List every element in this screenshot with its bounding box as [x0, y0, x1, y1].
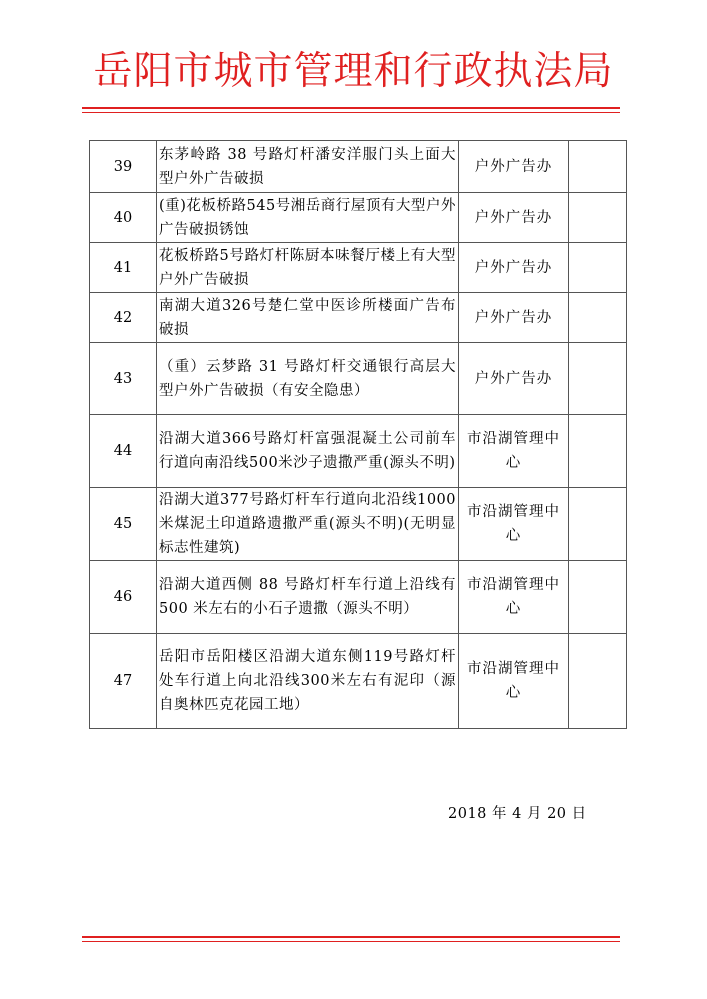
header-rule-thin [82, 112, 620, 113]
row-description: 岳阳市岳阳楼区沿湖大道东侧119号路灯杆处车行道上向北沿线300米左右有泥印（源自奥林匹克花园工地） [157, 634, 459, 729]
records-table [89, 140, 627, 729]
table-row [90, 488, 627, 561]
row-number: 46 [90, 561, 157, 634]
header-rule-thick [82, 107, 620, 109]
row-description: 东茅岭路 38 号路灯杆潘安洋服门头上面大型户外广告破损 [157, 141, 459, 193]
row-blank-cell [569, 343, 627, 415]
row-department: 户外广告办 [459, 193, 569, 243]
footer-rule-thin [82, 941, 620, 942]
document-date: 2018 年 4 月 20 日 [448, 806, 587, 822]
table-row [90, 243, 627, 293]
row-description: （重）云梦路 31 号路灯杆交通银行高层大型户外广告破损（有安全隐患） [157, 343, 459, 415]
row-department: 市沿湖管理中心 [459, 561, 569, 634]
row-number: 47 [90, 634, 157, 729]
row-number: 43 [90, 343, 157, 415]
table-row [90, 293, 627, 343]
row-department: 市沿湖管理中心 [459, 488, 569, 561]
row-number: 40 [90, 193, 157, 243]
row-blank-cell [569, 488, 627, 561]
table-row [90, 193, 627, 243]
table-row [90, 141, 627, 193]
row-blank-cell [569, 634, 627, 729]
row-description: 沿湖大道西侧 88 号路灯杆车行道上沿线有 500 米左右的小石子遗撒（源头不明） [157, 561, 459, 634]
footer-rule-thick [82, 936, 620, 938]
row-number: 45 [90, 488, 157, 561]
row-number: 44 [90, 415, 157, 488]
table-row [90, 343, 627, 415]
row-description: 沿湖大道377号路灯杆车行道向北沿线1000 米煤泥土印道路遗撒严重(源头不明)(无明显标志性建筑) [157, 488, 459, 561]
row-description: (重)花板桥路545号湘岳商行屋顶有大型户外广告破损锈蚀 [157, 193, 459, 243]
row-description: 沿湖大道366号路灯杆富强混凝土公司前车行道向南沿线500米沙子遗撒严重(源头不明) [157, 415, 459, 488]
row-number: 41 [90, 243, 157, 293]
row-department: 市沿湖管理中心 [459, 634, 569, 729]
row-number: 39 [90, 141, 157, 193]
row-blank-cell [569, 293, 627, 343]
row-department: 户外广告办 [459, 343, 569, 415]
letterhead-title: 岳阳市城市管理和行政执法局 [93, 49, 614, 94]
row-number: 42 [90, 293, 157, 343]
row-blank-cell [569, 243, 627, 293]
row-blank-cell [569, 141, 627, 193]
row-blank-cell [569, 561, 627, 634]
table-row [90, 634, 627, 729]
row-department: 户外广告办 [459, 243, 569, 293]
row-department: 户外广告办 [459, 293, 569, 343]
row-blank-cell [569, 193, 627, 243]
table-row [90, 561, 627, 634]
row-department: 市沿湖管理中心 [459, 415, 569, 488]
row-department: 户外广告办 [459, 141, 569, 193]
row-description: 花板桥路5号路灯杆陈厨本味餐厅楼上有大型户外广告破损 [157, 243, 459, 293]
table-row [90, 415, 627, 488]
row-blank-cell [569, 415, 627, 488]
row-description: 南湖大道326号楚仁堂中医诊所楼面广告布破损 [157, 293, 459, 343]
